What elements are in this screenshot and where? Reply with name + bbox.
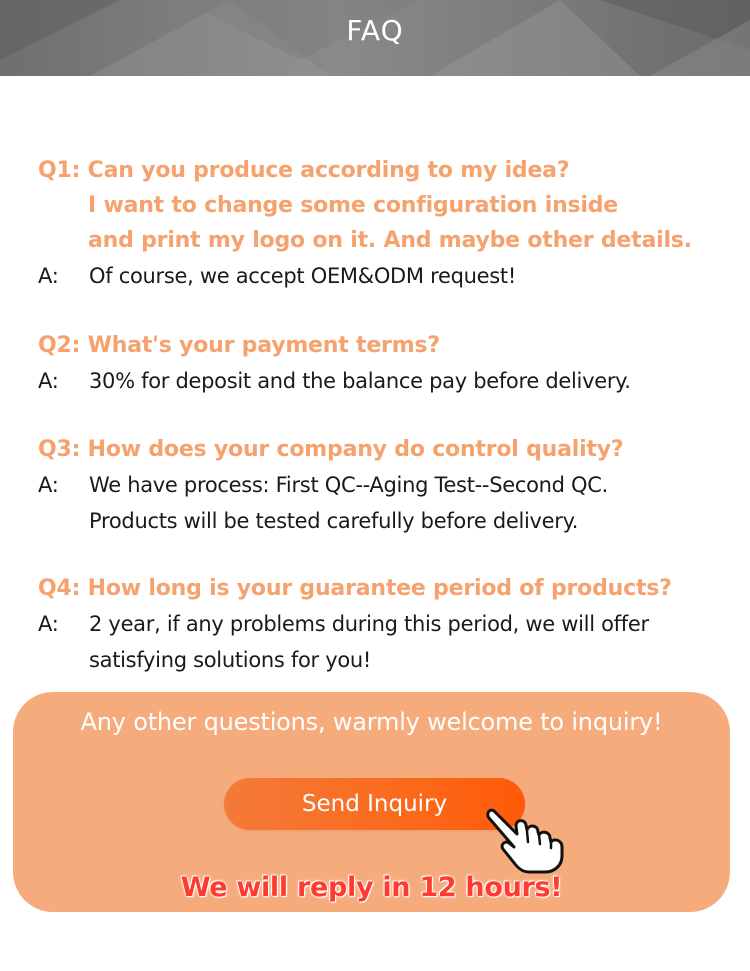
question-text: Q3: How does your company do control quality? xyxy=(38,437,624,462)
answer-text: A: Of course, we accept OEM&ODM request! xyxy=(38,258,728,294)
answer-label: A: xyxy=(38,264,59,288)
answer-text: A: We have process: First QC--Aging Test--Second QC. Products will be tested carefully before delivery. xyxy=(38,467,728,539)
faq-item-1 xyxy=(38,153,728,294)
question-text: Q2: What's your payment terms? xyxy=(38,333,440,358)
faq-list xyxy=(38,153,728,678)
answer-text: A: 30% for deposit and the balance pay before delivery. xyxy=(38,363,728,399)
send-inquiry-button[interactable]: Send Inquiry xyxy=(224,778,525,830)
inquiry-panel xyxy=(13,692,730,912)
question-text: Q1: Can you produce according to my idea? I want to change some configuration inside and print my logo on it. And maybe other details. xyxy=(38,158,692,253)
answer-text: A: 2 year, if any problems during this period, we will offer satisfying solutions for you! xyxy=(38,606,728,678)
reply-note: We will reply in 12 hours! xyxy=(180,872,563,903)
faq-item-4 xyxy=(38,571,728,678)
question-text: Q4: How long is your guarantee period of products? xyxy=(38,576,672,601)
faq-header xyxy=(0,0,750,76)
answer-label: A: xyxy=(38,473,59,497)
inquiry-prompt: Any other questions, warmly welcome to inquiry! xyxy=(80,708,663,736)
page-title: FAQ xyxy=(346,14,404,47)
pointing-hand-icon xyxy=(483,804,569,874)
answer-label: A: xyxy=(38,369,59,393)
answer-label: A: xyxy=(38,612,59,636)
faq-item-3 xyxy=(38,432,728,539)
faq-item-2 xyxy=(38,328,728,399)
